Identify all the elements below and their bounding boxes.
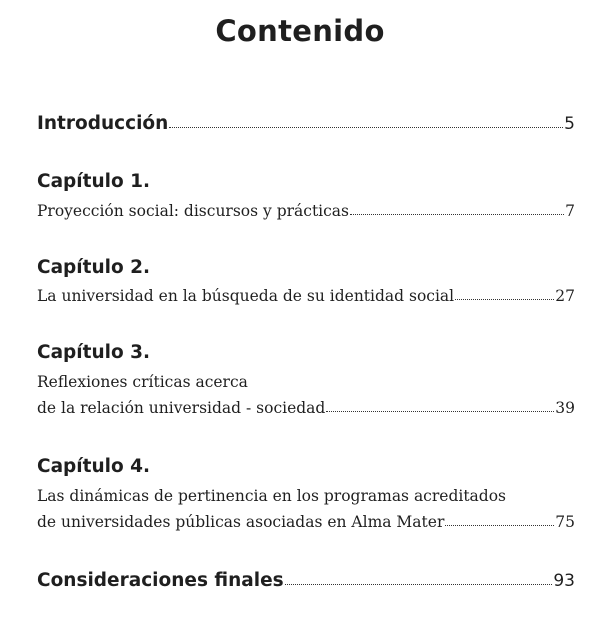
toc-page-number: 5 bbox=[564, 114, 575, 134]
toc-page-number: 39 bbox=[555, 399, 575, 417]
toc-entry-title: Proyección social: discursos y prácticas bbox=[37, 202, 350, 220]
toc-page-number: 27 bbox=[555, 287, 575, 305]
dot-leader bbox=[169, 127, 563, 128]
toc-page-number: 75 bbox=[555, 513, 575, 531]
toc-entry-introduccion[interactable] bbox=[37, 113, 575, 137]
chapter-3-heading: Capítulo 3. bbox=[37, 342, 151, 363]
toc-entry-consideraciones-finales[interactable] bbox=[37, 570, 575, 594]
dot-leader bbox=[445, 525, 554, 526]
toc-page-number: 93 bbox=[553, 571, 575, 591]
page-title: Contenido bbox=[215, 14, 385, 48]
toc-entry-chapter-4[interactable] bbox=[37, 513, 575, 537]
toc-entry-title: de la relación universidad - sociedad bbox=[37, 399, 326, 417]
chapter-1-heading: Capítulo 1. bbox=[37, 171, 151, 192]
toc-entry-title: Consideraciones finales bbox=[37, 570, 284, 591]
toc-entry-title: La universidad en la búsqueda de su identidad social bbox=[37, 287, 455, 305]
toc-entry-title: Introducción bbox=[37, 113, 169, 134]
dot-leader bbox=[350, 214, 564, 215]
toc-entry-chapter-3[interactable] bbox=[37, 399, 575, 423]
toc-entry-chapter-2[interactable] bbox=[37, 287, 575, 311]
dot-leader bbox=[326, 411, 554, 412]
toc-entry-title: de universidades públicas asociadas en Alma Mater bbox=[37, 513, 445, 531]
toc-entry-chapter-1[interactable] bbox=[37, 202, 575, 226]
chapter-2-heading: Capítulo 2. bbox=[37, 257, 151, 278]
chapter-4-heading: Capítulo 4. bbox=[37, 456, 151, 477]
dot-leader bbox=[285, 584, 553, 585]
toc-entry-title-line: Las dinámicas de pertinencia en los programas acreditados bbox=[37, 487, 507, 505]
toc-page-number: 7 bbox=[565, 202, 575, 220]
dot-leader bbox=[455, 299, 554, 300]
toc-entry-title-line: Reflexiones críticas acerca bbox=[37, 373, 248, 391]
